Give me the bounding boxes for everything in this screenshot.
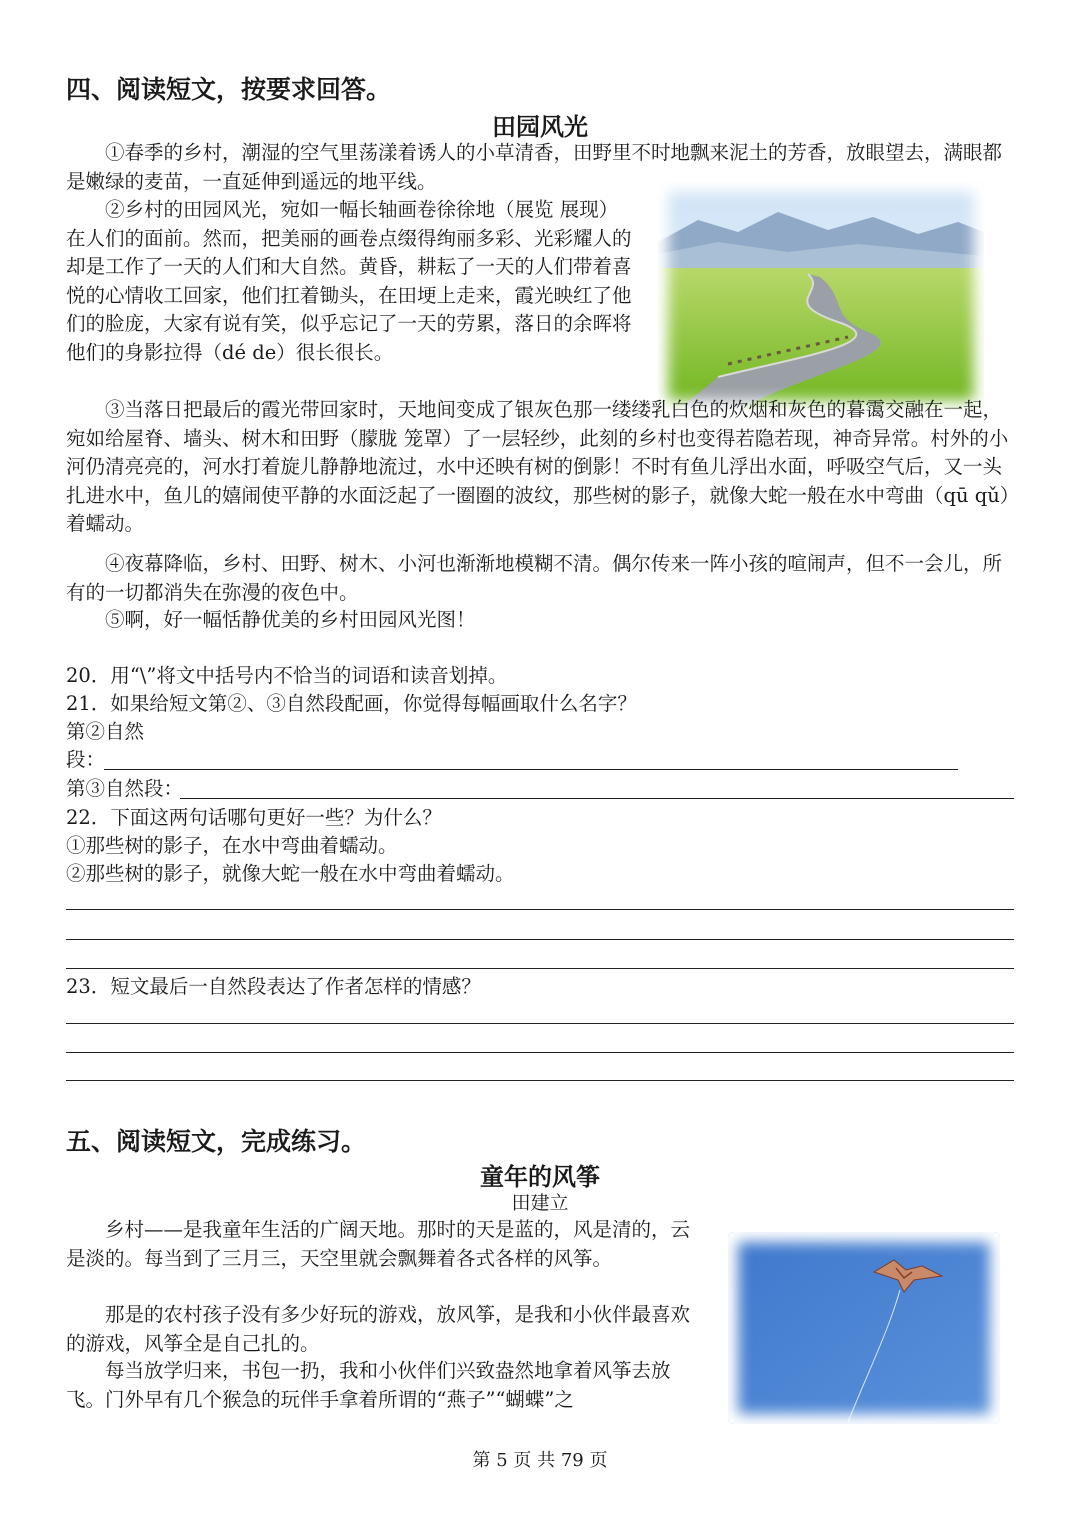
passage2-author: 田建立: [511, 1192, 569, 1214]
q21-answer-label-2: 第③自然段：: [66, 777, 184, 800]
passage1-paragraph-4: ④夜幕降临，乡村、田野、树木、小河也渐渐地模糊不清。偶尔传来一阵小孩的喧闹声，但不一会儿，所有的一切都消失在弥漫的夜色中。: [66, 552, 1003, 604]
q23-answer-line-1[interactable]: [66, 1023, 1014, 1024]
q22-sentence-1: ①那些树的影子，在水中弯曲着蠕动。: [66, 834, 398, 857]
q22-answer-line-2[interactable]: [66, 939, 1014, 940]
passage1-paragraph-5: ⑤啊，好一幅恬静优美的乡村田园风光图！: [105, 608, 476, 631]
passage1-paragraph-1: ①春季的乡村，潮湿的空气里荡漾着诱人的小草清香，田野里不时地飘来泥土的芳香，放眼望去，满眼都是嫩绿的麦苗，一直延伸到遥远的地平线。: [66, 141, 1003, 193]
passage2-paragraph-1: 乡村——是我童年生活的广阔天地。那时的天是蓝的，风是清的，云是淡的。每当到了三月三，天空里就会飘舞着各式各样的风筝。: [66, 1218, 691, 1270]
question-21: 21．如果给短文第②、③自然段配画，你觉得每幅画取什么名字？: [66, 692, 637, 715]
question-22: 22．下面这两句话哪句更好一些？为什么？: [66, 806, 442, 829]
question-20: 20．用“\”将文中括号内不恰当的词语和读音划掉。: [66, 664, 508, 687]
q21-answer-line-2[interactable]: [180, 798, 1014, 799]
passage1-paragraph-3: ③当落日把最后的霞光带回家时，天地间变成了银灰色那一缕缕乳白色的炊烟和灰色的暮霭交融在一起，宛如给屋脊、墙头、树木和田野（朦胧 笼罩）了一层轻纱，此刻的乡村也变得若隐若现，神奇异常。村外的小河仍清亮亮的，河水打着旋儿静静地流过，水中还映有树的倒影！不时有鱼儿浮出水面，呼吸空气后，又一头扎进水中，鱼儿的嬉闹使平静的水面泛起了一圈圈的波纹，那些树的影子，就像大蛇一般在水中弯曲（qū qǔ）着蠕动。: [66, 398, 1010, 535]
q21-answer-label-1: 第②自然: [66, 720, 145, 743]
countryside-road-image: [658, 182, 984, 410]
passage1-title: 田园风光: [492, 113, 588, 141]
passage2-paragraph-2: 那是的农村孩子没有多少好玩的游戏，放风筝，是我和小伙伴最喜欢的游戏，风筝全是自己扎的。: [66, 1303, 691, 1355]
passage2-paragraph-3: 每当放学归来，书包一扔，我和小伙伴们兴致盎然地拿着风筝去放飞。门外早有几个猴急的玩伴手拿着所谓的“燕子”“蝴蝶”之: [66, 1359, 671, 1411]
q21-answer-line-1[interactable]: [104, 769, 958, 770]
passage1-paragraph-2: ②乡村的田园风光，宛如一幅长轴画卷徐徐地（展览 展现）在人们的面前。然而，把美丽的画卷点缀得绚丽多彩、光彩耀人的却是工作了一天的人们和大自然。黄昏，耕耘了一天的人们带着喜悦的心情收工回家，他们扛着锄头，在田埂上走来，霞光映红了他们的脸庞，大家有说有笑，似乎忘记了一天的劳累，落日的余晖将他们的身影拉得（dé de）很长很长。: [66, 198, 632, 364]
q22-sentence-2: ②那些树的影子，就像大蛇一般在水中弯曲着蠕动。: [66, 862, 515, 885]
q23-answer-line-2[interactable]: [66, 1052, 1014, 1053]
section4-heading: 四、阅读短文，按要求回答。: [66, 75, 392, 104]
page-number: 第 5 页 共 79 页: [472, 1450, 608, 1471]
question-23: 23．短文最后一自然段表达了作者怎样的情感？: [66, 975, 481, 998]
passage2-title: 童年的风筝: [480, 1163, 600, 1191]
section5-heading: 五、阅读短文，完成练习。: [66, 1127, 367, 1156]
q21-answer-label-1-cont: 段：: [66, 748, 106, 771]
q22-answer-line-1[interactable]: [66, 909, 1014, 910]
kite-in-sky-image: [728, 1232, 1000, 1424]
q22-answer-line-3[interactable]: [66, 968, 1014, 969]
q23-answer-line-3[interactable]: [66, 1080, 1014, 1081]
